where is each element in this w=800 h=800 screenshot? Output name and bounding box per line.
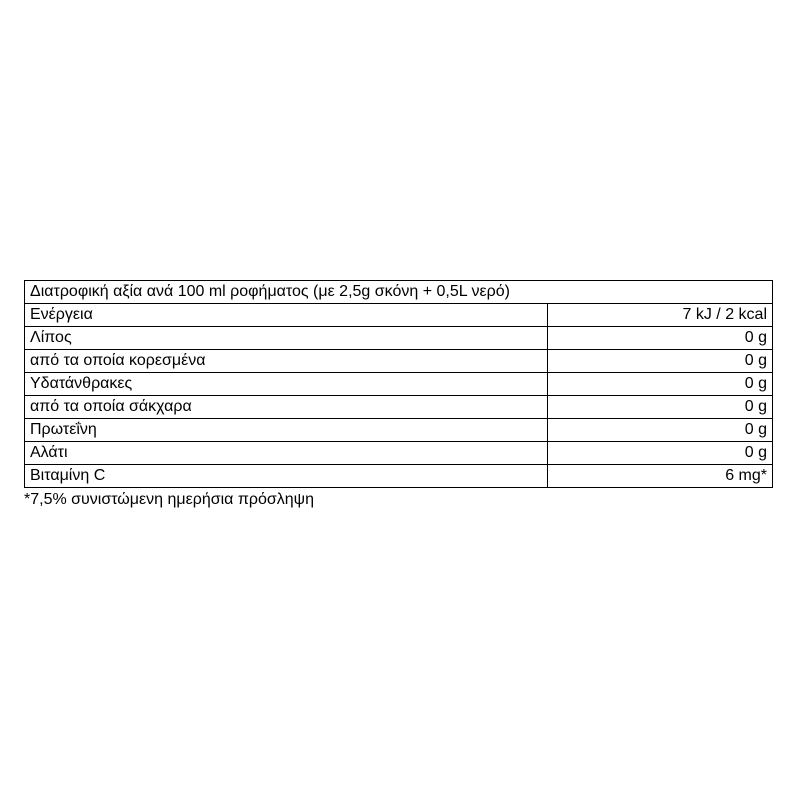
row-label-saturates: από τα οποία κορεσμένα [25, 350, 548, 373]
row-value-saturates: 0 g [548, 350, 773, 373]
row-label-protein: Πρωτεΐνη [25, 419, 548, 442]
table-row [25, 396, 773, 419]
table-row [25, 373, 773, 396]
row-label-vitamin-c: Βιταμίνη C [25, 465, 548, 488]
row-value-carbohydrates: 0 g [548, 373, 773, 396]
table-row [25, 442, 773, 465]
nutrition-panel [24, 280, 772, 511]
row-value-salt: 0 g [548, 442, 773, 465]
table-row [25, 327, 773, 350]
row-label-energy: Ενέργεια [25, 304, 548, 327]
footnote: *7,5% συνιστώμενη ημερήσια πρόσληψη [24, 491, 314, 508]
row-value-fat: 0 g [548, 327, 773, 350]
table-row [25, 350, 773, 373]
table-title: Διατροφική αξία ανά 100 ml ροφήματος (με 2,5g σκόνη + 0,5L νερό) [25, 281, 773, 304]
nutrition-table [24, 280, 773, 488]
row-value-sugars: 0 g [548, 396, 773, 419]
row-label-fat: Λίπος [25, 327, 548, 350]
table-row [25, 304, 773, 327]
table-row [25, 465, 773, 488]
table-header-row [25, 281, 773, 304]
row-label-carbohydrates: Υδατάνθρακες [25, 373, 548, 396]
row-label-sugars: από τα οποία σάκχαρα [25, 396, 548, 419]
table-row [25, 419, 773, 442]
row-value-protein: 0 g [548, 419, 773, 442]
row-value-vitamin-c: 6 mg* [548, 465, 773, 488]
row-value-energy: 7 kJ / 2 kcal [548, 304, 773, 327]
row-label-salt: Αλάτι [25, 442, 548, 465]
